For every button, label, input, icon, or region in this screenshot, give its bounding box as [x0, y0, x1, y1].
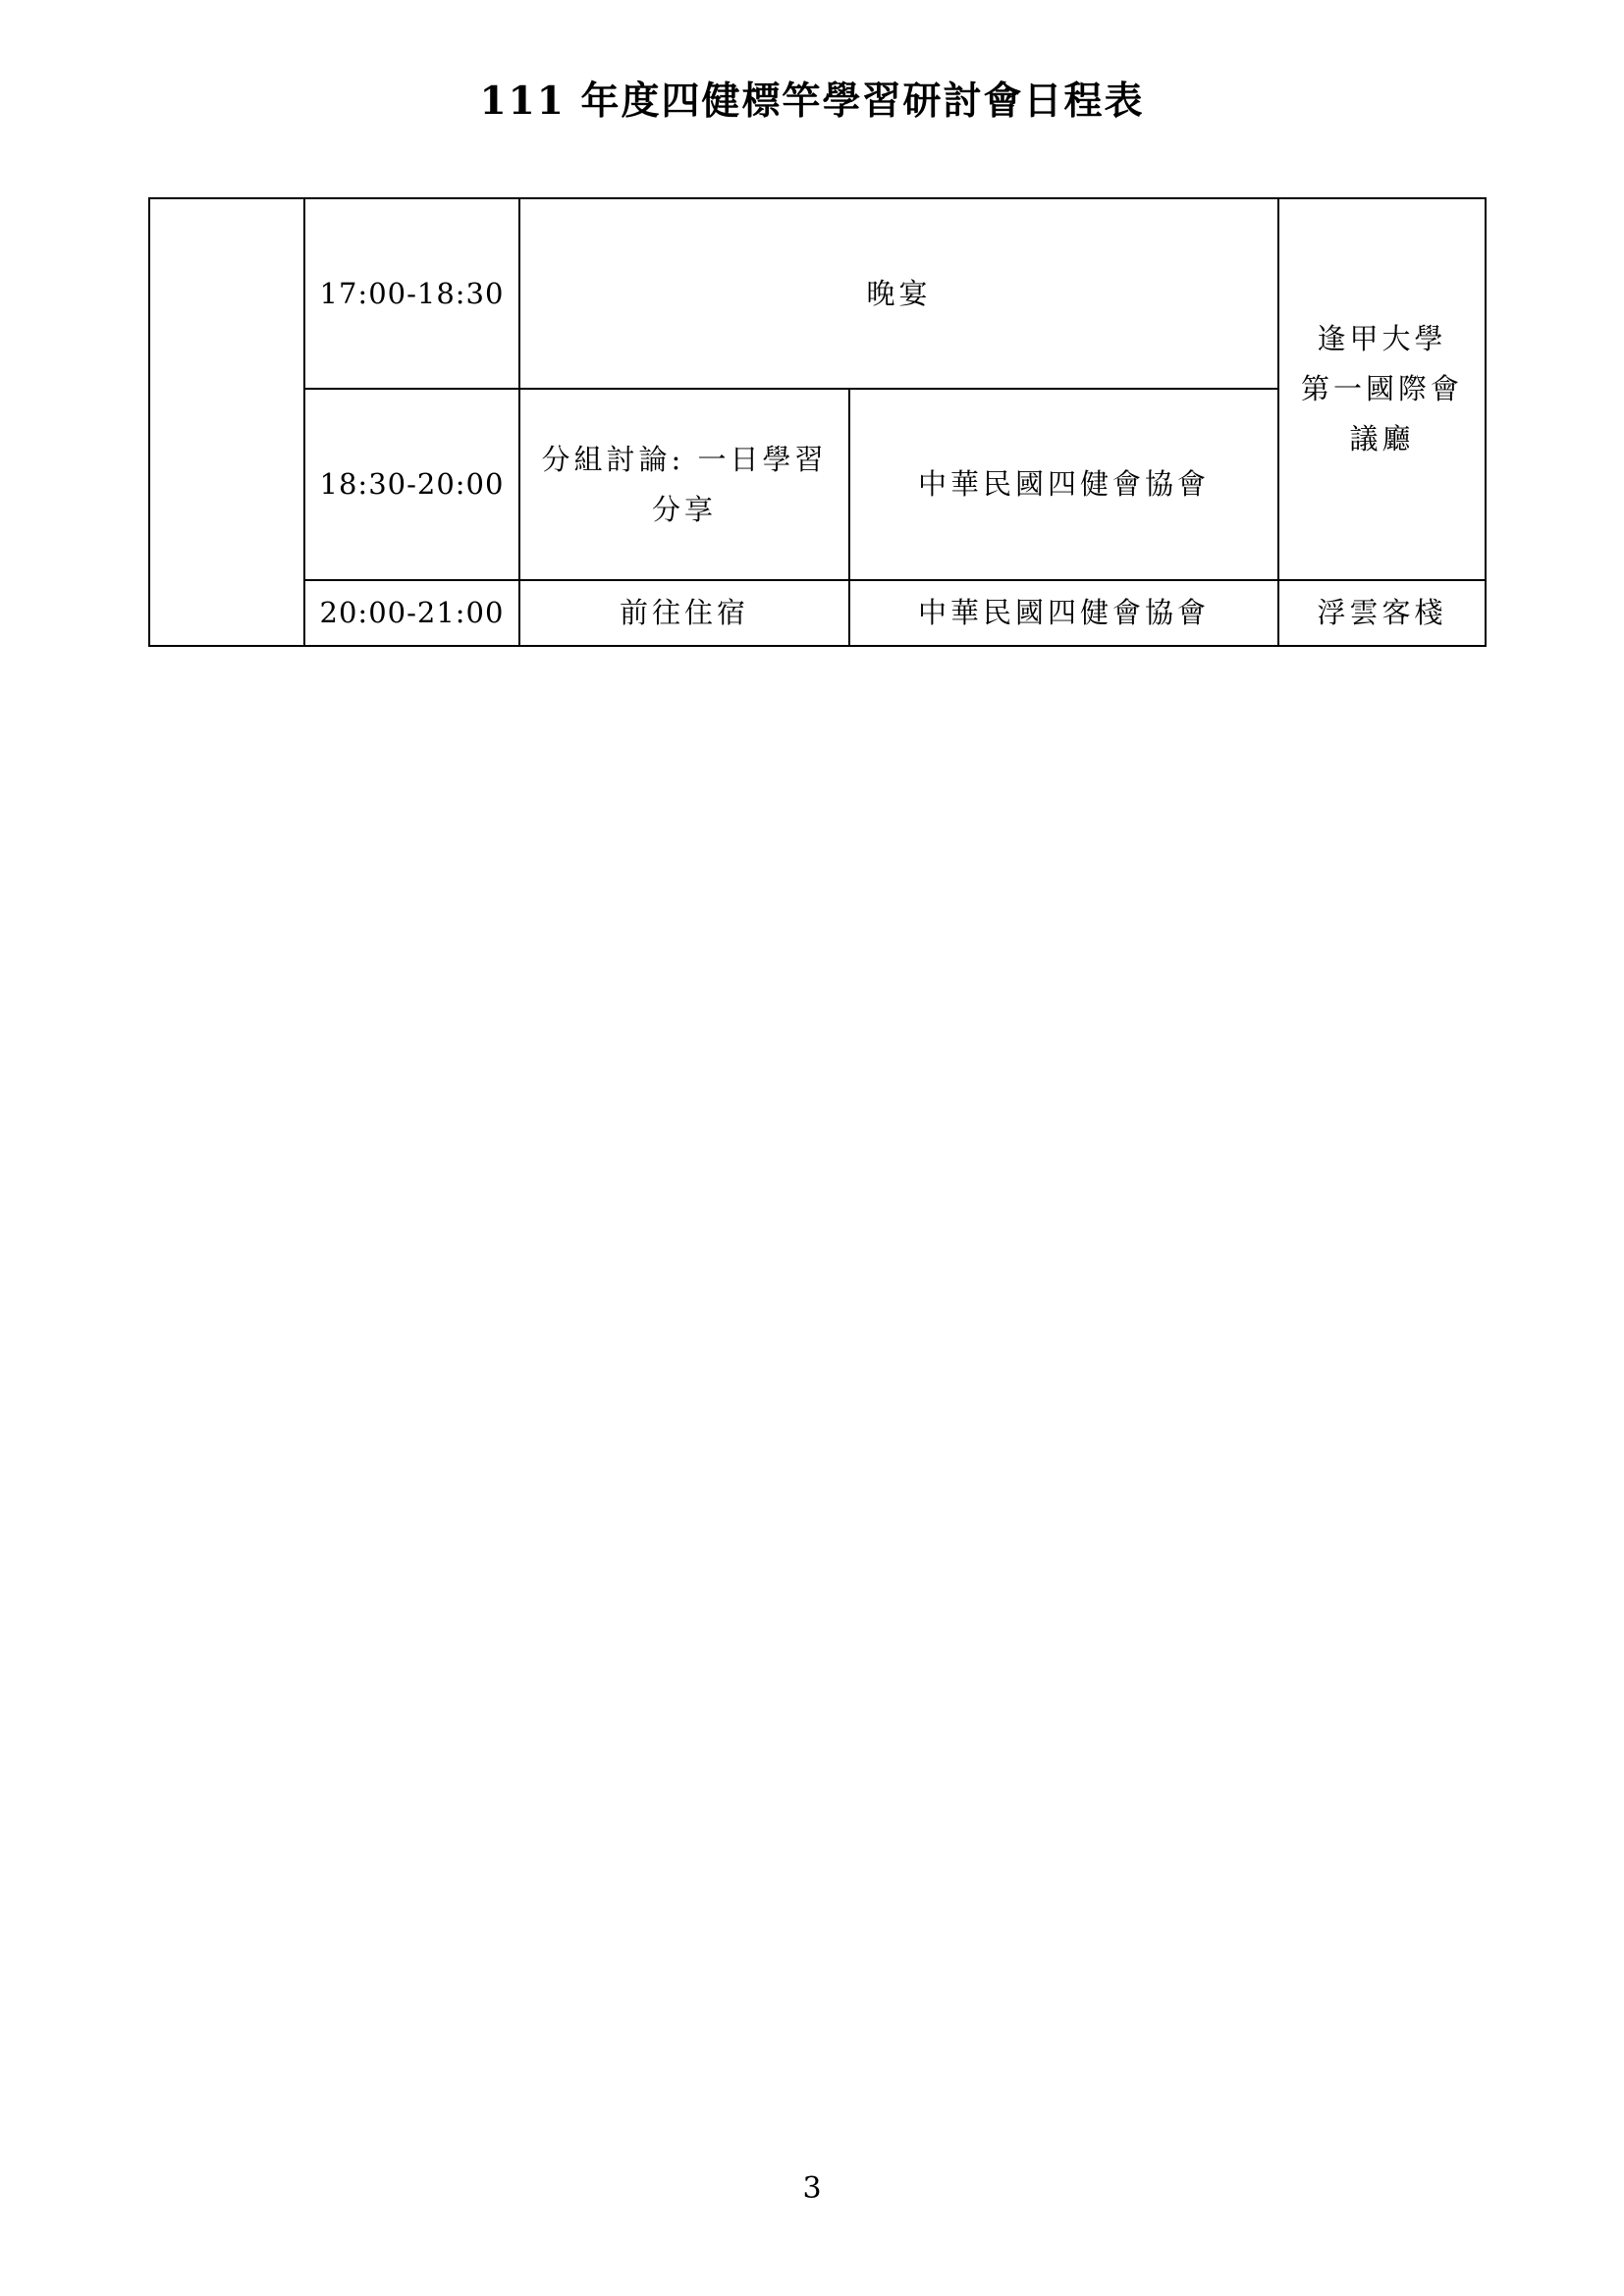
location-line: 第一國際會: [1301, 372, 1464, 405]
location-cell: 浮雲客棧: [1278, 580, 1486, 646]
location-line: 逢甲大學: [1317, 322, 1447, 355]
table-row: [149, 580, 1486, 646]
time-cell: 18:30-20:00: [304, 389, 519, 580]
time-cell: 17:00-18:30: [304, 198, 519, 389]
activity-line: 分享: [651, 492, 717, 526]
location-line: 議廳: [1349, 422, 1415, 455]
schedule-table: [148, 197, 1487, 647]
organizer-cell: 中華民國四健會協會: [849, 580, 1278, 646]
activity-cell: [519, 389, 849, 580]
page-number: 3: [802, 2171, 822, 2206]
organizer-cell: 中華民國四健會協會: [849, 389, 1278, 580]
activity-line: 分組討論: 一日學習: [541, 442, 828, 476]
time-cell: 20:00-21:00: [304, 580, 519, 646]
page-title: 111 年度四健標竿學習研討會日程表: [479, 79, 1145, 124]
activity-cell: 前往住宿: [519, 580, 849, 646]
date-cell: [149, 198, 304, 646]
location-cell: [1278, 198, 1486, 580]
table-row: [149, 198, 1486, 389]
activity-cell: 晚宴: [519, 198, 1278, 389]
